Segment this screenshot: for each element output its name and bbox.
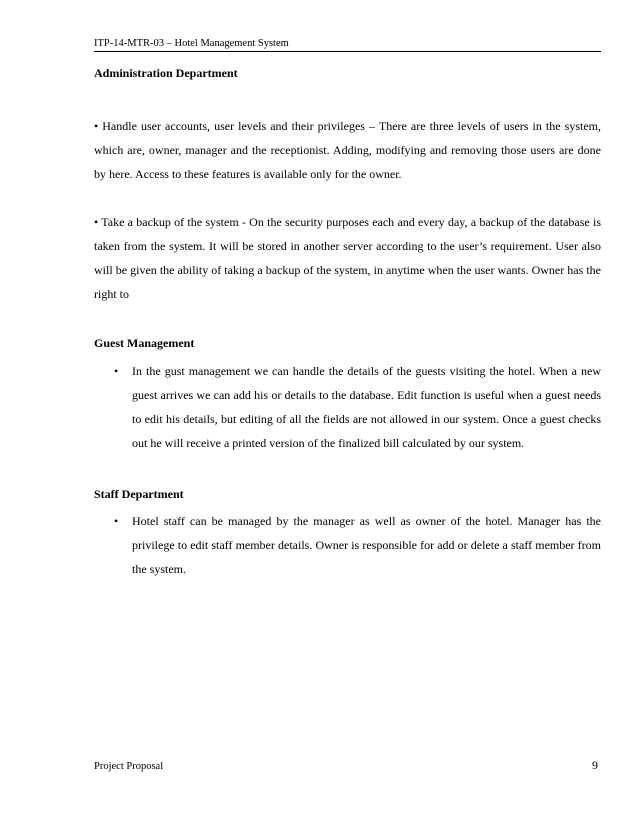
- guest-list-item-text: In the gust management we can handle the details of the guests visiting the hotel. When a new guest arrives we can add his or details to the database. Edit function is useful when a guest needs to edit his details, but editing of all the fields are not allowed in our system. Once a guest checks out he will receive a printed version of the finalized bill calculated by our system.: [132, 364, 601, 450]
- admin-paragraph-backup: • Take a backup of the system - On the security purposes each and every day, a backup of the database is taken from the system. It will be stored in another server according to the user’s requirement. User also will be given the ability of taking a backup of the system, in anytime when the user wants. Owner has the right to: [94, 215, 601, 301]
- footer-label: Project Proposal: [94, 761, 164, 772]
- bullet-marker: •: [114, 364, 119, 378]
- guest-heading: Guest Management: [94, 336, 195, 350]
- page-number: 9: [592, 758, 598, 772]
- staff-list-item: [94, 509, 601, 581]
- staff-heading: Staff Department: [94, 487, 184, 501]
- page-header: ITP-14-MTR-03 – Hotel Management System: [94, 37, 601, 52]
- guest-list-item: [94, 359, 601, 455]
- admin-heading: Administration Department: [94, 66, 238, 80]
- bullet-marker: •: [114, 514, 119, 528]
- admin-paragraph-accounts: • Handle user accounts, user levels and their privileges – There are three levels of users in the system, which are, owner, manager and the receptionist. Adding, modifying and removing those users are done by here. Access to these features is available only for the owner.: [94, 119, 601, 181]
- staff-list-item-text: Hotel staff can be managed by the manager as well as owner of the hotel. Manager has the privilege to edit staff member details. Owner is responsible for add or delete a staff member from the system.: [132, 514, 601, 576]
